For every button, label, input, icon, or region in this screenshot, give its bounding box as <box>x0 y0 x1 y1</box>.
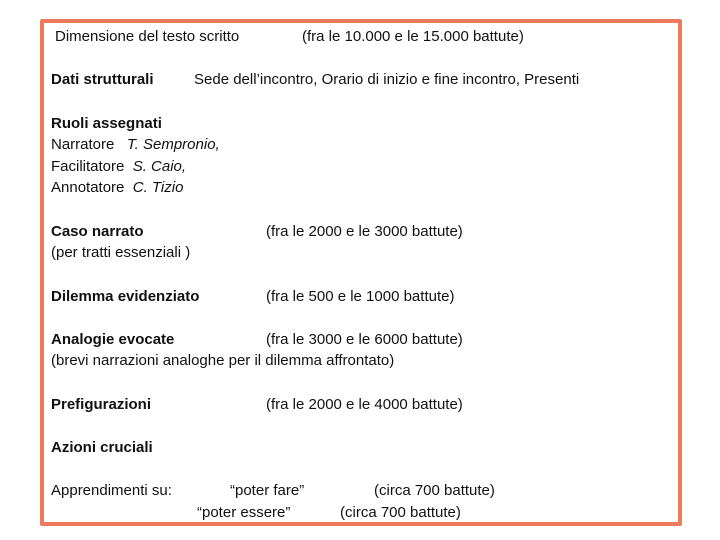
role-person: S. Caio, <box>132 158 187 175</box>
learning-range-1: (circa 700 battute) <box>374 482 495 499</box>
dilemma-label: Dilemma evidenziato <box>51 288 200 305</box>
role-name: Annotatore <box>51 179 125 196</box>
actions-label: Azioni cruciali <box>51 439 153 456</box>
analogies-note: (brevi narrazioni analoghe per il dilemma affrontato) <box>51 352 395 369</box>
role-row-annotator <box>51 178 183 198</box>
role-row-narrator <box>51 135 220 155</box>
role-row-facilitator <box>51 157 186 177</box>
role-person: C. Tizio <box>132 179 184 196</box>
structural-data-value: Sede dell’incontro, Orario di inizio e fine incontro, Presenti <box>194 71 580 88</box>
text-size-label: Dimensione del testo scritto <box>55 28 240 45</box>
role-person: T. Sempronio, <box>126 136 220 153</box>
case-range: (fra le 2000 e le 3000 battute) <box>266 223 463 240</box>
role-name: Narratore <box>51 136 115 153</box>
case-label: Caso narrato <box>51 223 144 240</box>
roles-title: Ruoli assegnati <box>51 115 162 132</box>
learning-label: Apprendimenti su: <box>51 482 172 499</box>
learning-range-2: (circa 700 battute) <box>340 504 461 521</box>
role-name: Facilitatore <box>51 158 125 175</box>
text-size-range: (fra le 10.000 e le 15.000 battute) <box>302 28 524 45</box>
learning-item-1: “poter fare” <box>230 482 305 499</box>
prefig-range: (fra le 2000 e le 4000 battute) <box>266 396 463 413</box>
case-sublabel: (per tratti essenziali ) <box>51 244 191 261</box>
analogies-range: (fra le 3000 e le 6000 battute) <box>266 331 463 348</box>
structural-data-label: Dati strutturali <box>51 71 154 88</box>
prefig-label: Prefigurazioni <box>51 396 152 413</box>
dilemma-range: (fra le 500 e le 1000 battute) <box>266 288 455 305</box>
learning-item-2: “poter essere” <box>197 504 291 521</box>
analogies-label: Analogie evocate <box>51 331 175 348</box>
